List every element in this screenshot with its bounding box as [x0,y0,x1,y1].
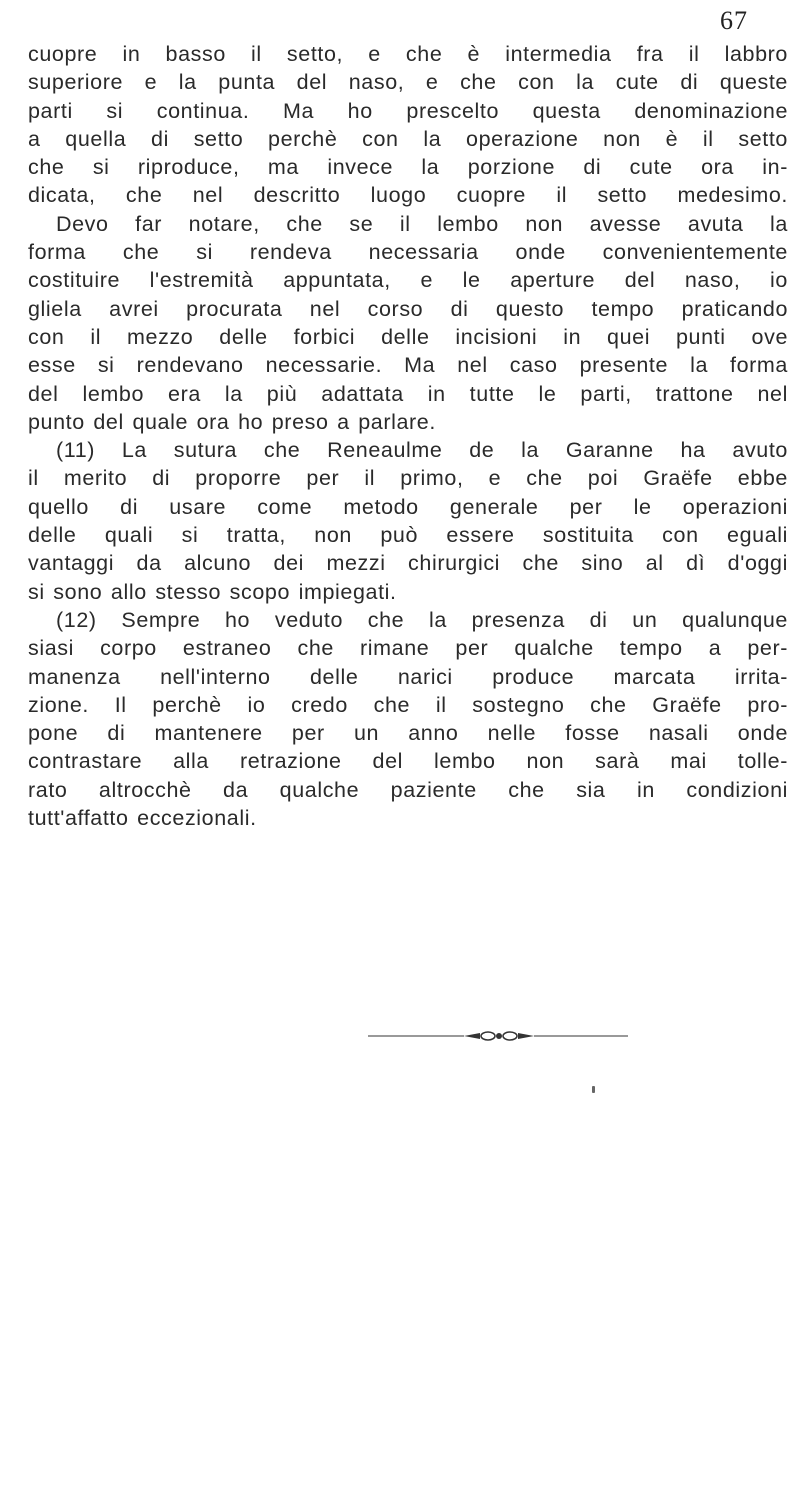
text-line: il merito di proporre per il primo, e che poi Graëfe ebbe [28,466,788,491]
text-line: forma che si rendeva necessaria onde convenientemente [28,240,788,265]
text-line: delle quali si tratta, non può essere sostituita con eguali [28,523,788,548]
text-line: vantaggi da alcuno dei mezzi chirurgici che sino al dì d'oggi [28,551,788,576]
text-line: manenza nell'interno delle narici produce marcata irrita- [28,664,788,689]
text-line: parti si continua. Ma ho prescelto questa denominazione [28,98,788,123]
text-line: gliela avrei procurata nel corso di questo tempo praticando [28,296,788,321]
text-line: quello di usare come metodo generale per le operazioni [28,494,788,519]
text-line: siasi corpo estraneo che rimane per qualche tempo a per- [28,636,788,661]
text-line: esse si rendevano necessarie. Ma nel caso presente la forma [28,353,788,378]
text-line: (11) La sutura che Reneaulme de la Garanne ha avuto [56,438,788,463]
text-line: (12) Sempre ho veduto che la presenza di un qualunque [56,607,788,632]
text-line: dicata, che nel descritto luogo cuopre il setto medesimo. [28,183,788,208]
decorative-rule-icon [368,1030,628,1042]
text-line: cuopre in basso il setto, e che è intermedia fra il labbro [28,42,788,66]
text-line: contrastare alla retrazione del lembo non sarà mai tolle- [28,749,788,774]
body-text [28,40,788,832]
text-line: si sono allo stesso scopo impiegati. [28,579,397,604]
page-number: 67 [720,6,748,35]
text-line: punto del quale ora ho preso a parlare. [28,409,436,434]
text-line: zione. Il perchè io credo che il sostegno che Graëfe pro- [28,692,788,717]
text-line: superiore e la punta del naso, e che con la cute di queste [28,70,788,95]
text-line: del lembo era la più adattata in tutte le parti, trattone nel [28,381,788,406]
text-line: a quella di setto perchè con la operazione non è il setto [28,126,788,151]
text-line: costituire l'estremità appuntata, e le aperture del naso, io [28,268,788,293]
text-line: Devo far notare, che se il lembo non avesse avuta la [56,211,788,236]
text-line: rato altrocchè da qualche paziente che sia in condizioni [28,777,788,802]
text-line: che si riproduce, ma invece la porzione di cute ora in- [28,155,788,180]
text-line: con il mezzo delle forbici delle incisioni in quei punti ove [28,324,788,349]
print-speck [592,1086,595,1093]
text-line: tutt'affatto eccezionali. [28,806,257,831]
text-line: pone di mantenere per un anno nelle fosse nasali onde [28,721,788,746]
